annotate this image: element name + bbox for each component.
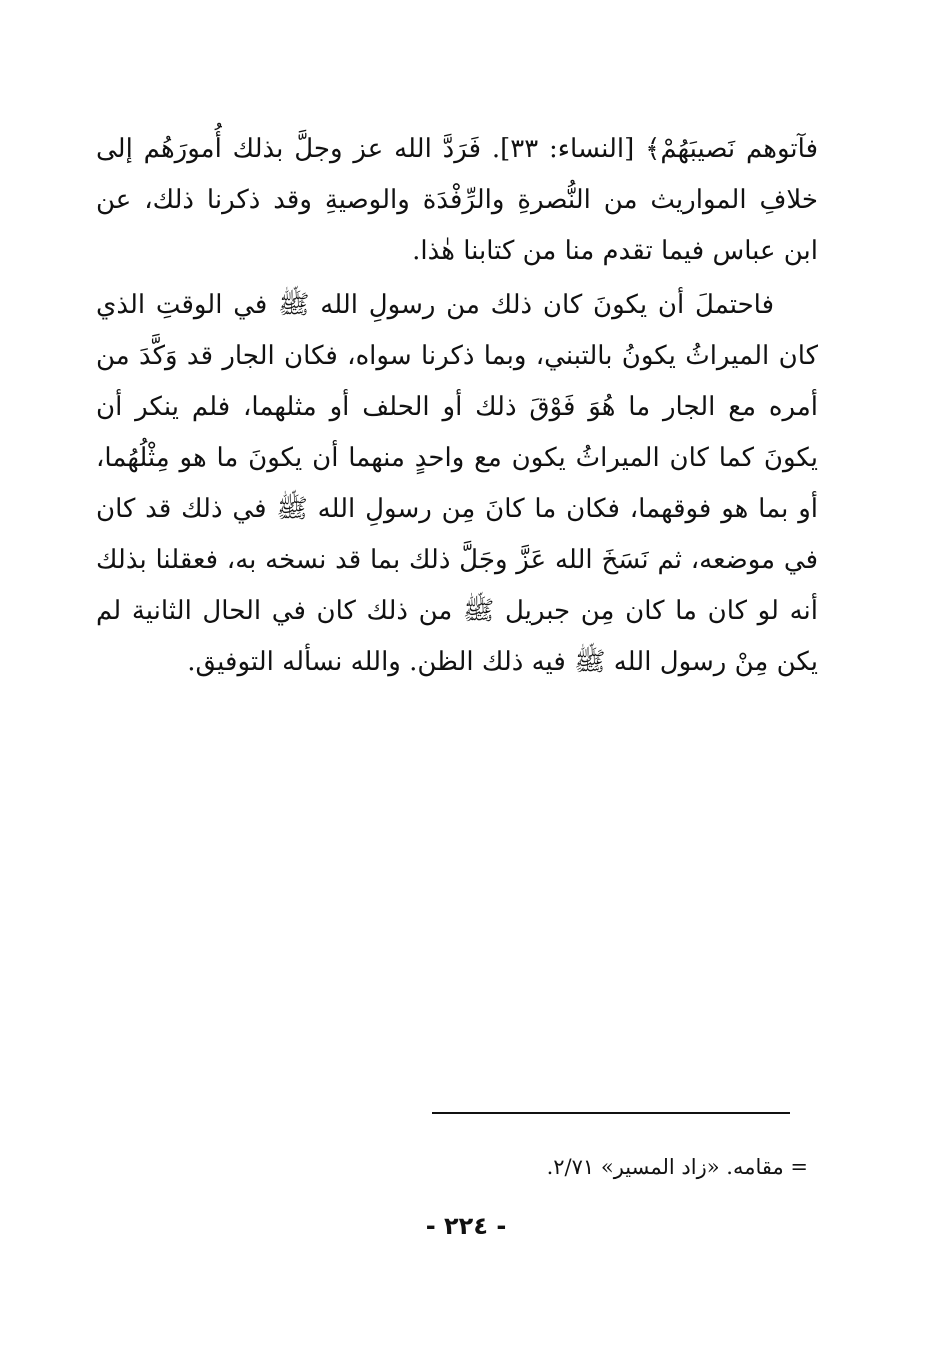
body-paragraph-1: فآتوهم نَصيبَهُمْ﴾ [النساء: ٣٣]. فَرَدَّ الله عز وجلَّ بذلك أُمورَهُم إلى خلافِ المواريث من النُّصرةِ والرِّفْدَة والوصيةِ وقد ذكرنا ذلك، عن ابن عباس فيما تقدم منا من كتابنا هٰذا.	[96, 134, 818, 266]
page-number: - ٢٢٤ -	[425, 1212, 507, 1240]
footnote-divider	[432, 1112, 790, 1114]
body-paragraph-2: فاحتملَ أن يكونَ كان ذلك من رسولِ الله ﷺ في الوقتِ الذي كان الميراثُ يكونُ بالتبني، وبما ذكرنا سواه، فكان الجار قد وَكَّدَ من أمره مع الجار ما هُوَ فَوْقَ ذلك أو الحلف أو مثلهما، فلم ينكر أن يكونَ كما كان الميراثُ يكون مع واحدٍ منهما أن يكونَ ما هو مِثْلُهُما، أو بما هو فوقهما، فكان ما كانَ مِن رسولِ الله ﷺ في ذلك قد كان في موضعه، ثم نَسَخَ الله عَزَّ وجَلَّ ذلك بما قد نسخه به، فعقلنا بذلك أنه لو كان ما كان مِن جبريل ﷺ من ذلك كان في الحال الثانية لم يكن مِنْ رسول الله ﷺ فيه ذلك الظن. والله نسأله التوفيق.	[96, 290, 818, 677]
footnote-text: = مقامه. «زاد المسير» ٢/٧١.	[546, 1155, 808, 1179]
